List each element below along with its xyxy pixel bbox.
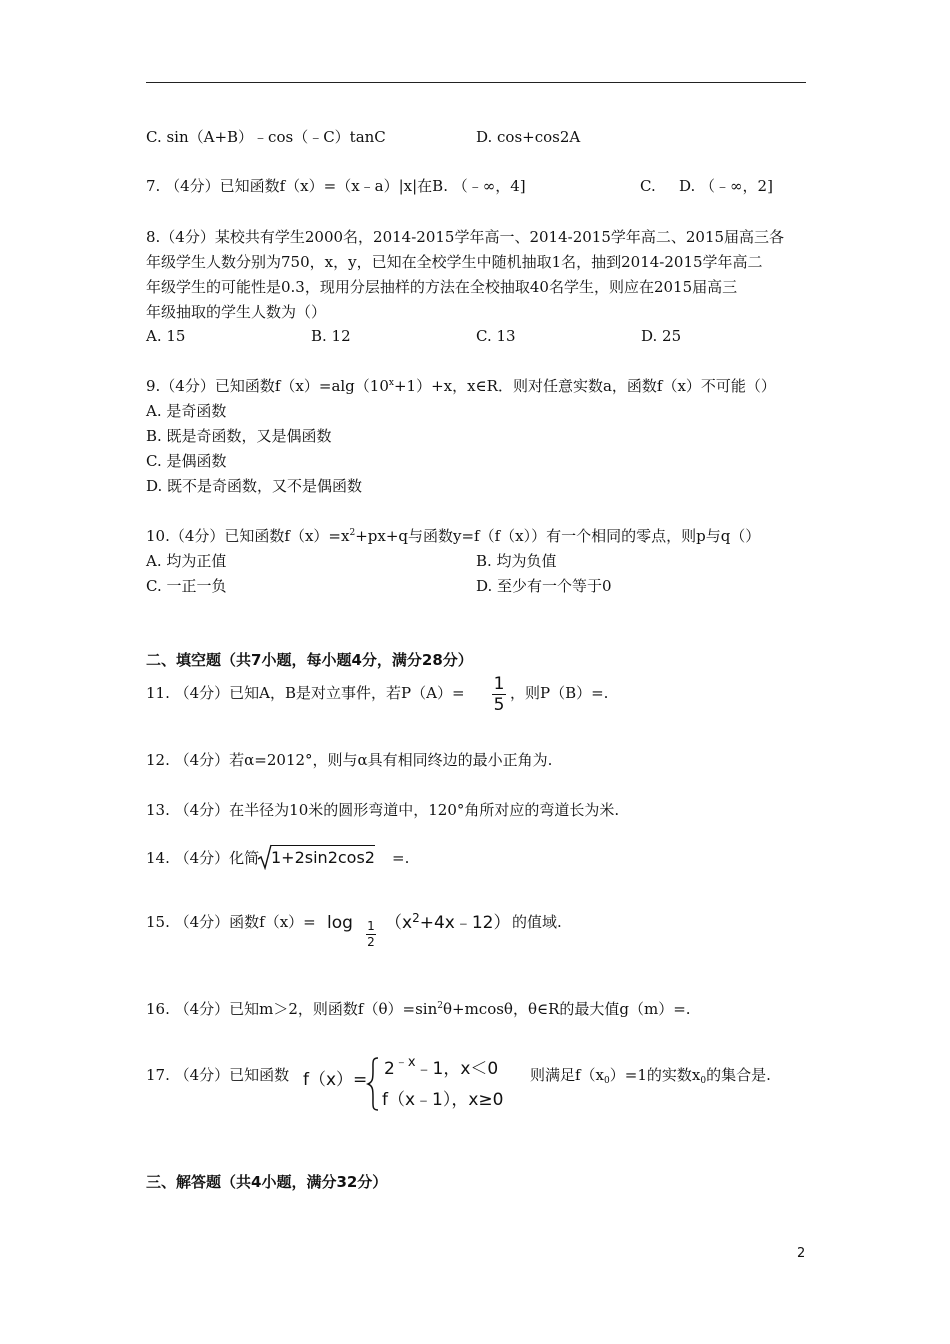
left-brace-icon bbox=[365, 1056, 381, 1112]
q15-base-numerator: 1 bbox=[367, 919, 375, 933]
q17-case-2: f（x﹣1），x≥0 bbox=[382, 1090, 504, 1110]
q17-subscript-1: 0 bbox=[604, 1076, 610, 1086]
q17-case1-base: 2 bbox=[384, 1059, 395, 1079]
q17-stem-b-pre: 则满足f（x bbox=[530, 1066, 605, 1084]
q8-option-a: A. 15 bbox=[146, 327, 186, 345]
q15-log-argument bbox=[385, 913, 510, 933]
q14-stem-b: =. bbox=[392, 849, 410, 867]
q15-base-denominator: 2 bbox=[367, 935, 375, 949]
q9-stem-c: +1）+x，x∈R．则对任意实数a，函数f（x）不可能（） bbox=[393, 377, 776, 395]
q15-arg-a: （x bbox=[385, 913, 413, 933]
q8-option-d: D. 25 bbox=[641, 327, 682, 345]
q10-option-a: A. 均为正值 bbox=[146, 552, 227, 570]
q17-stem-b bbox=[530, 1065, 771, 1085]
q14-radicand: 1+2sin2cos2 bbox=[271, 845, 375, 868]
q17-subscript-2: 0 bbox=[700, 1076, 707, 1086]
q10-stem-b: +px+q与函数y=f（f（x））有一个相同的零点，则p与q（） bbox=[355, 527, 761, 545]
q7-stem: 7. （4分）已知函数f（x）=（x﹣a）|x|在B. （﹣∞，4] bbox=[146, 177, 526, 195]
q7-option-c: C. bbox=[640, 177, 656, 195]
q17-fx: f（x）= bbox=[303, 1070, 368, 1090]
q10-option-b: B. 均为负值 bbox=[476, 552, 557, 570]
q17-stem-a: 17. （4分）已知函数 bbox=[146, 1066, 290, 1084]
header-rule bbox=[146, 82, 806, 83]
q13-stem: 13. （4分）在半径为10米的圆形弯道中，120°角所对应的弯道长为米. bbox=[146, 801, 620, 819]
q9-option-a: A. 是奇函数 bbox=[146, 402, 227, 420]
q9-option-d: D. 既不是奇函数，又不是偶函数 bbox=[146, 477, 363, 495]
q8-option-c: C. 13 bbox=[476, 327, 516, 345]
q11-stem-b: ，则P（B）=. bbox=[510, 684, 609, 702]
q15-stem-b: 的值域. bbox=[512, 913, 562, 931]
q8-line-2: 年级学生人数分别为750，x，y，已知在全校学生中随机抽取1名，抽到2014-2015学年高二 bbox=[146, 253, 763, 271]
q16-stem-b: θ+mcosθ，θ∈R的最大值g（m）=. bbox=[442, 1000, 691, 1018]
section-2-heading: 二、填空题（共7小题，每小题4分，满分28分） bbox=[146, 651, 473, 669]
q10-option-c: C. 一正一负 bbox=[146, 577, 227, 595]
q17-case1-exponent: ﹣x bbox=[394, 1055, 416, 1070]
page-number: 2 bbox=[797, 1246, 806, 1261]
q9-option-c: C. 是偶函数 bbox=[146, 452, 227, 470]
q17-stem-b-mid: ）=1的实数x bbox=[609, 1066, 701, 1084]
q9-stem bbox=[146, 376, 776, 396]
q10-exponent: 2 bbox=[349, 528, 356, 538]
q11-numerator: 1 bbox=[493, 674, 505, 694]
q15-log: log bbox=[327, 913, 353, 933]
q9-option-b: B. 既是奇函数，又是偶函数 bbox=[146, 427, 332, 445]
q14-stem-a: 14. （4分）化简 bbox=[146, 849, 260, 867]
q15-arg-b: +4x﹣12） bbox=[419, 913, 511, 933]
q11-fraction bbox=[492, 675, 506, 714]
q17-stem-b-post: 的集合是. bbox=[706, 1066, 771, 1084]
q17-case-1 bbox=[384, 1055, 499, 1079]
q10-option-d: D. 至少有一个等于0 bbox=[476, 577, 612, 595]
q16-exponent: 2 bbox=[437, 1001, 443, 1011]
q11-stem-a: 11. （4分）已知A，B是对立事件，若P（A）= bbox=[146, 684, 465, 702]
q16-stem bbox=[146, 999, 691, 1019]
section-3-heading: 三、解答题（共4小题，满分32分） bbox=[146, 1173, 388, 1191]
q11-denominator: 5 bbox=[493, 695, 505, 715]
q8-line-1: 8.（4分）某校共有学生2000名，2014-2015学年高一、2014-2015学年高二、2015届高三各 bbox=[146, 228, 785, 246]
q8-line-3: 年级学生的可能性是0.3，现用分层抽样的方法在全校抽取40名学生，则应在2015届高三 bbox=[146, 278, 738, 296]
q10-stem bbox=[146, 526, 760, 546]
q15-stem-a: 15. （4分）函数f（x）= bbox=[146, 913, 316, 931]
q9-exponent: x bbox=[388, 378, 394, 388]
q9-stem-b: ）=alg（10 bbox=[303, 377, 389, 395]
q6-option-c: C. sin（A+B）﹣cos（﹣C）tanC bbox=[146, 128, 386, 146]
q7-option-d: D. （﹣∞，2] bbox=[679, 177, 773, 195]
q16-stem-a: 16. （4分）已知m＞2，则函数f（θ）=sin bbox=[146, 1000, 438, 1018]
q17-case1-rest: ﹣1，x＜0 bbox=[415, 1059, 499, 1079]
q10-stem-a: 10.（4分）已知函数f（x）=x bbox=[146, 527, 350, 545]
q15-arg-exponent: 2 bbox=[412, 911, 420, 925]
q6-option-d: D. cos+cos2A bbox=[476, 128, 581, 146]
q15-log-base bbox=[366, 920, 376, 949]
q8-line-4: 年级抽取的学生人数为（） bbox=[146, 303, 327, 321]
q8-option-b: B. 12 bbox=[311, 327, 351, 345]
q12-stem: 12. （4分）若α=2012°，则与α具有相同终边的最小正角为. bbox=[146, 751, 553, 769]
q9-stem-a: 9.（4分）已知函数f（x bbox=[146, 377, 304, 395]
